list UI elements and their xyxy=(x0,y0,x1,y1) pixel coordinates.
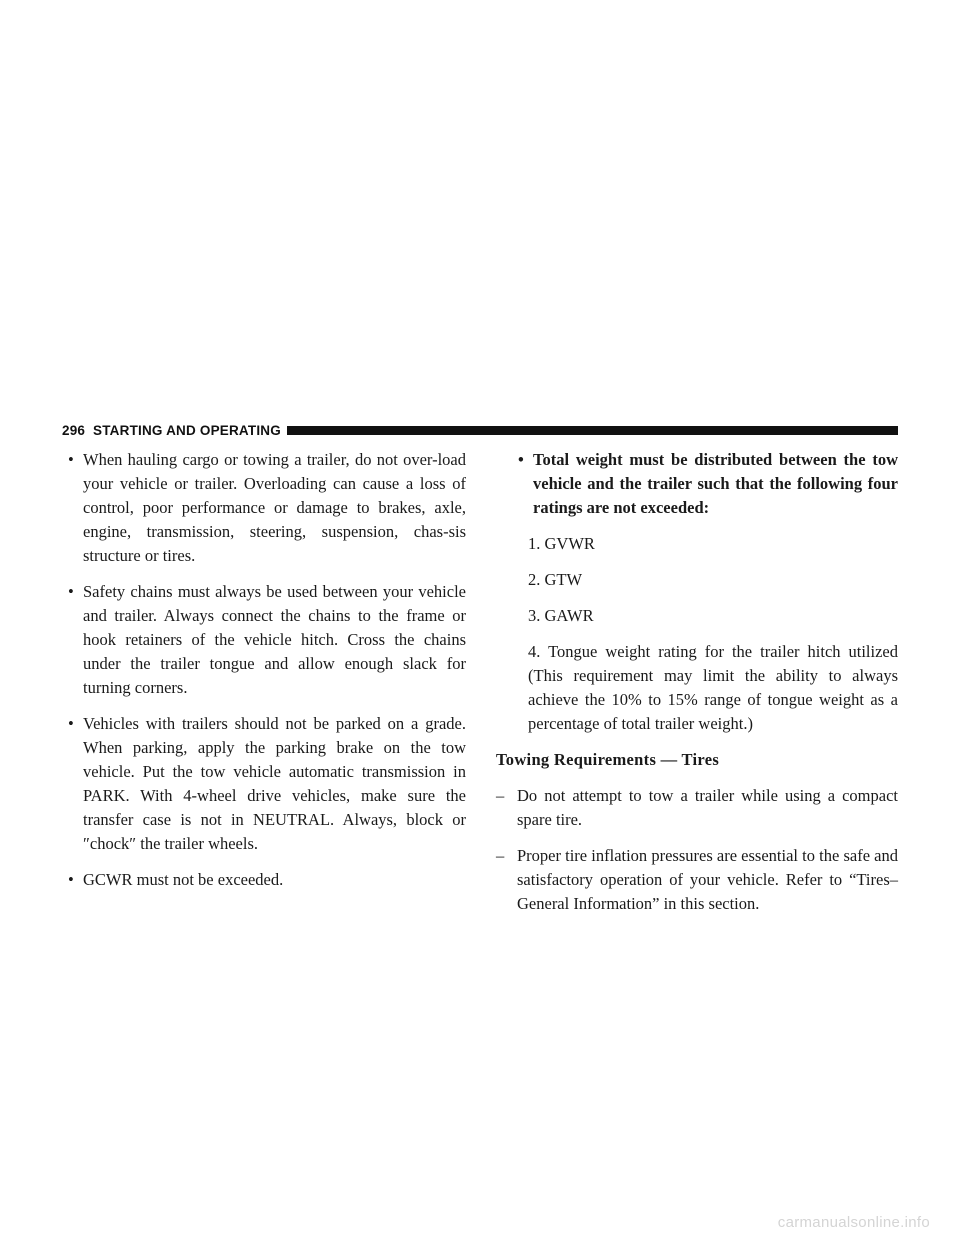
dash-item xyxy=(496,784,898,832)
bullet-text: GCWR must not be exceeded. xyxy=(83,870,284,889)
bullet-icon: • xyxy=(518,450,524,469)
bullet-item xyxy=(62,448,466,568)
bullet-item xyxy=(62,580,466,700)
dash-icon: – xyxy=(496,846,505,865)
dash-text: Proper tire inflation pressures are essential to the safe and satisfactory operation of your vehicle. Refer to “Tires–General Information” in this section. xyxy=(517,846,898,913)
left-column xyxy=(62,448,466,904)
page-header-text xyxy=(62,423,281,438)
rating-item-4: 4. Tongue weight rating for the trailer hitch utilized (This requirement may limit the ability to always achieve the 10% to 15% range of tongue weight as a percentage of total trailer weight.) xyxy=(528,642,898,733)
dash-item xyxy=(496,844,898,916)
right-column xyxy=(496,448,898,928)
bullet-icon: • xyxy=(68,870,74,889)
watermark: carmanualsonline.info xyxy=(777,1214,930,1231)
bullet-icon: • xyxy=(68,582,74,601)
dash-icon: – xyxy=(496,786,505,805)
rating-item: 3. GAWR xyxy=(528,606,594,625)
bullet-text: Total weight must be distributed between the tow vehicle and the trailer such that the following four ratings are not exceeded: xyxy=(533,450,898,517)
page-header xyxy=(62,422,898,438)
bullet-text: Safety chains must always be used between your vehicle and trailer. Always connect the chains to the frame or hook retainers of the vehicle hitch. Cross the chains under the trailer tongue and allow enough slack for turning corners. xyxy=(83,582,466,697)
subheading: Towing Requirements — Tires xyxy=(496,750,720,769)
header-rule xyxy=(287,426,898,435)
bullet-icon: • xyxy=(68,714,74,733)
bullet-icon: • xyxy=(68,450,74,469)
rating-item: 1. GVWR xyxy=(528,534,595,553)
bullet-text: When hauling cargo or towing a trailer, do not over-load your vehicle or trailer. Overloading can cause a loss of control, poor performance or damage to brakes, axle, engine, transmission, steering, suspension, chas-sis structure or tires. xyxy=(83,450,466,565)
page-number: 296 xyxy=(62,422,86,438)
bullet-text: Vehicles with trailers should not be parked on a grade. When parking, apply the parking brake on the tow vehicle. Put the tow vehicle automatic transmission in PARK. With 4-wheel drive vehicles, make sure the transfer case is not in NEUTRAL. Always, block or ″chock″ the trailer wheels. xyxy=(83,714,466,853)
bullet-item xyxy=(512,448,898,520)
dash-text: Do not attempt to tow a trailer while using a compact spare tire. xyxy=(517,786,898,829)
bullet-item xyxy=(62,712,466,856)
rating-item: 2. GTW xyxy=(528,570,583,589)
section-title: STARTING AND OPERATING xyxy=(93,422,281,438)
bullet-item xyxy=(62,868,466,892)
